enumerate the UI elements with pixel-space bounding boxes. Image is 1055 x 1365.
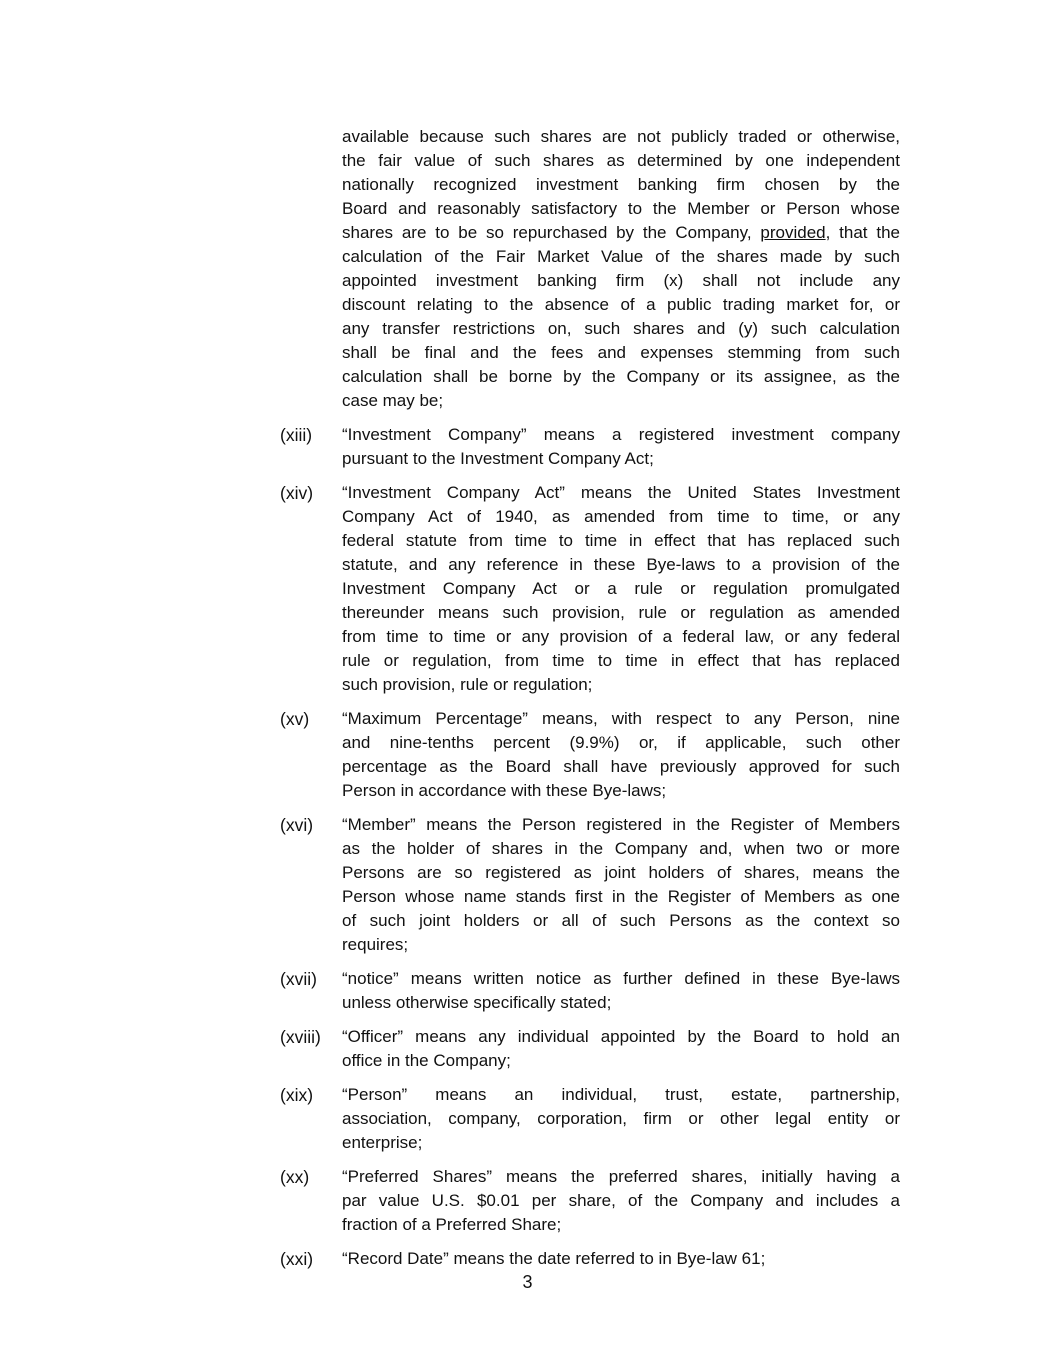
text-line: from time to time or any provision of a federal law, or any federal — [342, 627, 900, 646]
definition-text — [342, 813, 900, 957]
text-line: statute, and any reference in these Bye-laws to a provision of the — [342, 555, 900, 574]
definition-text — [342, 967, 900, 1015]
text-line: such provision, rule or regulation; — [342, 675, 593, 694]
text-line: “Investment Company Act” means the United States Investment — [342, 483, 900, 502]
document-body — [280, 125, 900, 1281]
definition-item — [280, 967, 900, 1015]
text-line: “Person” means an individual, trust, estate, partnership, — [342, 1085, 900, 1104]
item-number: (xvii) — [280, 969, 317, 989]
text-line: of such joint holders or all of such Persons as the context so — [342, 911, 900, 930]
definition-item — [280, 481, 900, 697]
definition-text — [342, 423, 900, 471]
text-line: unless otherwise specifically stated; — [342, 993, 612, 1012]
text-line: “Member” means the Person registered in the Register of Members — [342, 815, 900, 834]
definition-item — [280, 813, 900, 957]
text-line: association, company, corporation, firm or other legal entity or — [342, 1109, 900, 1128]
text-line: Company Act of 1940, as amended from time to time, or any — [342, 507, 900, 526]
definition-item — [280, 1247, 900, 1271]
definition-item — [280, 707, 900, 803]
text-line: “Record Date” means the date referred to in Bye-law 61; — [342, 1249, 766, 1268]
item-number: (xix) — [280, 1085, 314, 1105]
text-line: appointed investment banking firm (x) shall not include any — [342, 271, 900, 290]
text-line: discount relating to the absence of a public trading market for, or — [342, 295, 900, 314]
text-line: Board and reasonably satisfactory to the Member or Person whose — [342, 199, 900, 218]
text-line: “Preferred Shares” means the preferred shares, initially having a — [342, 1167, 900, 1186]
text-line: any transfer restrictions on, such shares and (y) such calculation — [342, 319, 900, 338]
item-number: (xx) — [280, 1167, 310, 1187]
definition-text — [342, 1025, 900, 1073]
item-number: (xiv) — [280, 483, 314, 503]
text-line: percentage as the Board shall have previously approved for such — [342, 757, 900, 776]
item-number: (xv) — [280, 709, 310, 729]
text-line: “Officer” means any individual appointed by the Board to hold an — [342, 1027, 900, 1046]
definition-text — [342, 1165, 900, 1237]
text-line: office in the Company; — [342, 1051, 511, 1070]
text-line: available because such shares are not publicly traded or otherwise, — [342, 127, 900, 146]
text-line: Investment Company Act or a rule or regulation promulgated — [342, 579, 900, 598]
text-line: “notice” means written notice as further defined in these Bye-laws — [342, 969, 900, 988]
text-line: as the holder of shares in the Company and, when two or more — [342, 839, 900, 858]
definition-text — [342, 1247, 900, 1271]
definition-text — [342, 481, 900, 697]
definition-item — [280, 1083, 900, 1155]
text-line: shall be final and the fees and expenses stemming from such — [342, 343, 900, 362]
text-line: requires; — [342, 935, 409, 954]
text-line: federal statute from time to time in effect that has replaced such — [342, 531, 900, 550]
text-line — [342, 221, 900, 245]
definition-text — [342, 707, 900, 803]
text-line: pursuant to the Investment Company Act; — [342, 449, 654, 468]
text-line: “Maximum Percentage” means, with respect to any Person, nine — [342, 709, 900, 728]
definition-item — [280, 423, 900, 471]
text-segment: shares are to be so repurchased by the Company, — [342, 223, 761, 242]
text-line: “Investment Company” means a registered investment company — [342, 425, 900, 444]
item-number: (xxi) — [280, 1249, 314, 1269]
page-number: 3 — [522, 1272, 533, 1292]
text-line: Person in accordance with these Bye-laws; — [342, 781, 667, 800]
item-number: (xvi) — [280, 815, 314, 835]
text-segment: , that the — [825, 223, 900, 242]
text-line: the fair value of such shares as determined by one independent — [342, 151, 900, 170]
definition-text — [342, 125, 900, 413]
underlined-term: provided — [760, 223, 826, 242]
text-line: enterprise; — [342, 1133, 423, 1152]
text-line: thereunder means such provision, rule or regulation as amended — [342, 603, 900, 622]
item-number: (xiii) — [280, 425, 313, 445]
text-line: calculation shall be borne by the Company or its assignee, as the — [342, 367, 900, 386]
text-line: and nine-tenths percent (9.9%) or, if applicable, such other — [342, 733, 900, 752]
text-line: fraction of a Preferred Share; — [342, 1215, 562, 1234]
text-line: nationally recognized investment banking firm chosen by the — [342, 175, 900, 194]
text-line: par value U.S. $0.01 per share, of the Company and includes a — [342, 1191, 900, 1210]
definition-item — [280, 125, 900, 413]
text-line: Persons are so registered as joint holders of shares, means the — [342, 863, 900, 882]
text-line: Person whose name stands first in the Register of Members as one — [342, 887, 900, 906]
text-line: rule or regulation, from time to time in effect that has replaced — [342, 651, 900, 670]
definition-item — [280, 1025, 900, 1073]
text-line: calculation of the Fair Market Value of the shares made by such — [342, 247, 900, 266]
definition-item — [280, 1165, 900, 1237]
text-line: case may be; — [342, 391, 444, 410]
item-number: (xviii) — [280, 1027, 321, 1047]
definition-text — [342, 1083, 900, 1155]
